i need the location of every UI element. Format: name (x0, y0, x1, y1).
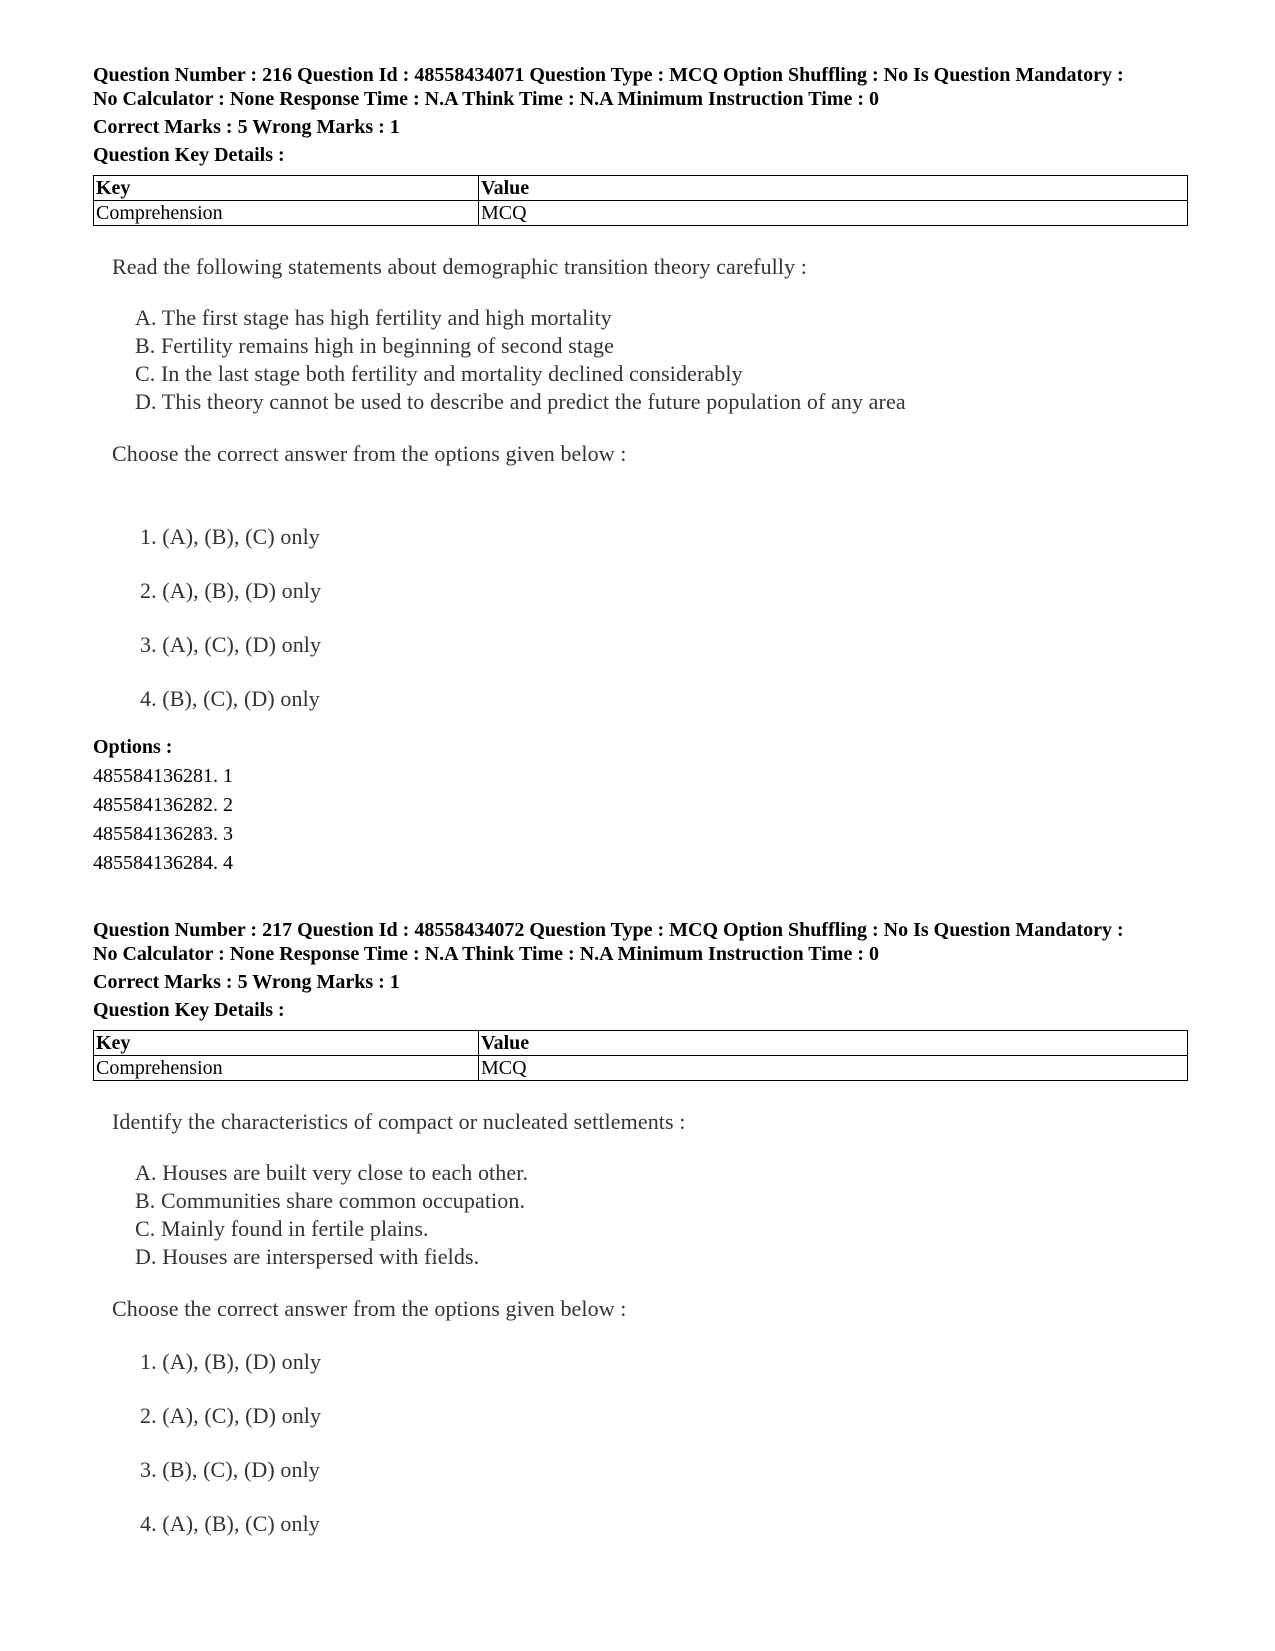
option-id-3: 485584136283. 3 (93, 823, 233, 845)
question-stem: Identify the characteristics of compact or nucleated settlements : (112, 1109, 686, 1134)
question-meta-line-2: No Calculator : None Response Time : N.A Think Time : N.A Minimum Instruction Time : 0 (93, 943, 879, 965)
statement-c: C. In the last stage both fertility and mortality declined considerably (135, 361, 743, 386)
value-cell: MCQ (479, 1056, 1188, 1081)
statement-d: D. Houses are interspersed with fields. (135, 1244, 480, 1269)
choice-2: 2. (A), (B), (D) only (140, 578, 322, 603)
choice-4: 4. (B), (C), (D) only (140, 686, 320, 711)
question-stem: Read the following statements about demographic transition theory carefully : (112, 254, 808, 279)
statement-a: A. Houses are built very close to each other. (135, 1160, 529, 1185)
key-header-cell: Key (94, 1031, 479, 1056)
question-key-details-label: Question Key Details : (93, 999, 285, 1021)
question-meta-line-1: Question Number : 216 Question Id : 48558434071 Question Type : MCQ Option Shuffling : No Is Question Mandatory : (93, 64, 1124, 86)
choice-1: 1. (A), (B), (D) only (140, 1349, 322, 1374)
statement-c: C. Mainly found in fertile plains. (135, 1216, 429, 1241)
choice-3: 3. (B), (C), (D) only (140, 1457, 320, 1482)
option-id-2: 485584136282. 2 (93, 794, 233, 816)
question-meta-line-1: Question Number : 217 Question Id : 48558434072 Question Type : MCQ Option Shuffling : No Is Question Mandatory : (93, 919, 1124, 941)
question-marks: Correct Marks : 5 Wrong Marks : 1 (93, 116, 400, 138)
key-table-header-row (94, 176, 1188, 201)
statement-b: B. Communities share common occupation. (135, 1188, 526, 1213)
option-id-4: 485584136284. 4 (93, 852, 233, 874)
answer-instruction: Choose the correct answer from the options given below : (112, 441, 627, 466)
options-label: Options : (93, 736, 173, 758)
key-table-row (94, 1056, 1188, 1081)
value-cell: MCQ (479, 201, 1188, 226)
choice-4: 4. (A), (B), (C) only (140, 1511, 320, 1536)
key-header-cell: Key (94, 176, 479, 201)
key-table-row (94, 201, 1188, 226)
statement-d: D. This theory cannot be used to describe and predict the future population of any area (135, 389, 906, 414)
question-key-details-label: Question Key Details : (93, 144, 285, 166)
choice-2: 2. (A), (C), (D) only (140, 1403, 322, 1428)
choice-3: 3. (A), (C), (D) only (140, 632, 322, 657)
key-table-header-row (94, 1031, 1188, 1056)
statement-b: B. Fertility remains high in beginning of second stage (135, 333, 614, 358)
statement-a: A. The first stage has high fertility and high mortality (135, 305, 612, 330)
key-cell: Comprehension (94, 1056, 479, 1081)
value-header-cell: Value (479, 1031, 1188, 1056)
question-meta-line-2: No Calculator : None Response Time : N.A Think Time : N.A Minimum Instruction Time : 0 (93, 88, 879, 110)
question-key-table (93, 175, 1188, 226)
question-marks: Correct Marks : 5 Wrong Marks : 1 (93, 971, 400, 993)
question-key-table (93, 1030, 1188, 1081)
value-header-cell: Value (479, 176, 1188, 201)
option-id-1: 485584136281. 1 (93, 765, 233, 787)
choice-1: 1. (A), (B), (C) only (140, 524, 320, 549)
key-cell: Comprehension (94, 201, 479, 226)
answer-instruction: Choose the correct answer from the options given below : (112, 1296, 627, 1321)
